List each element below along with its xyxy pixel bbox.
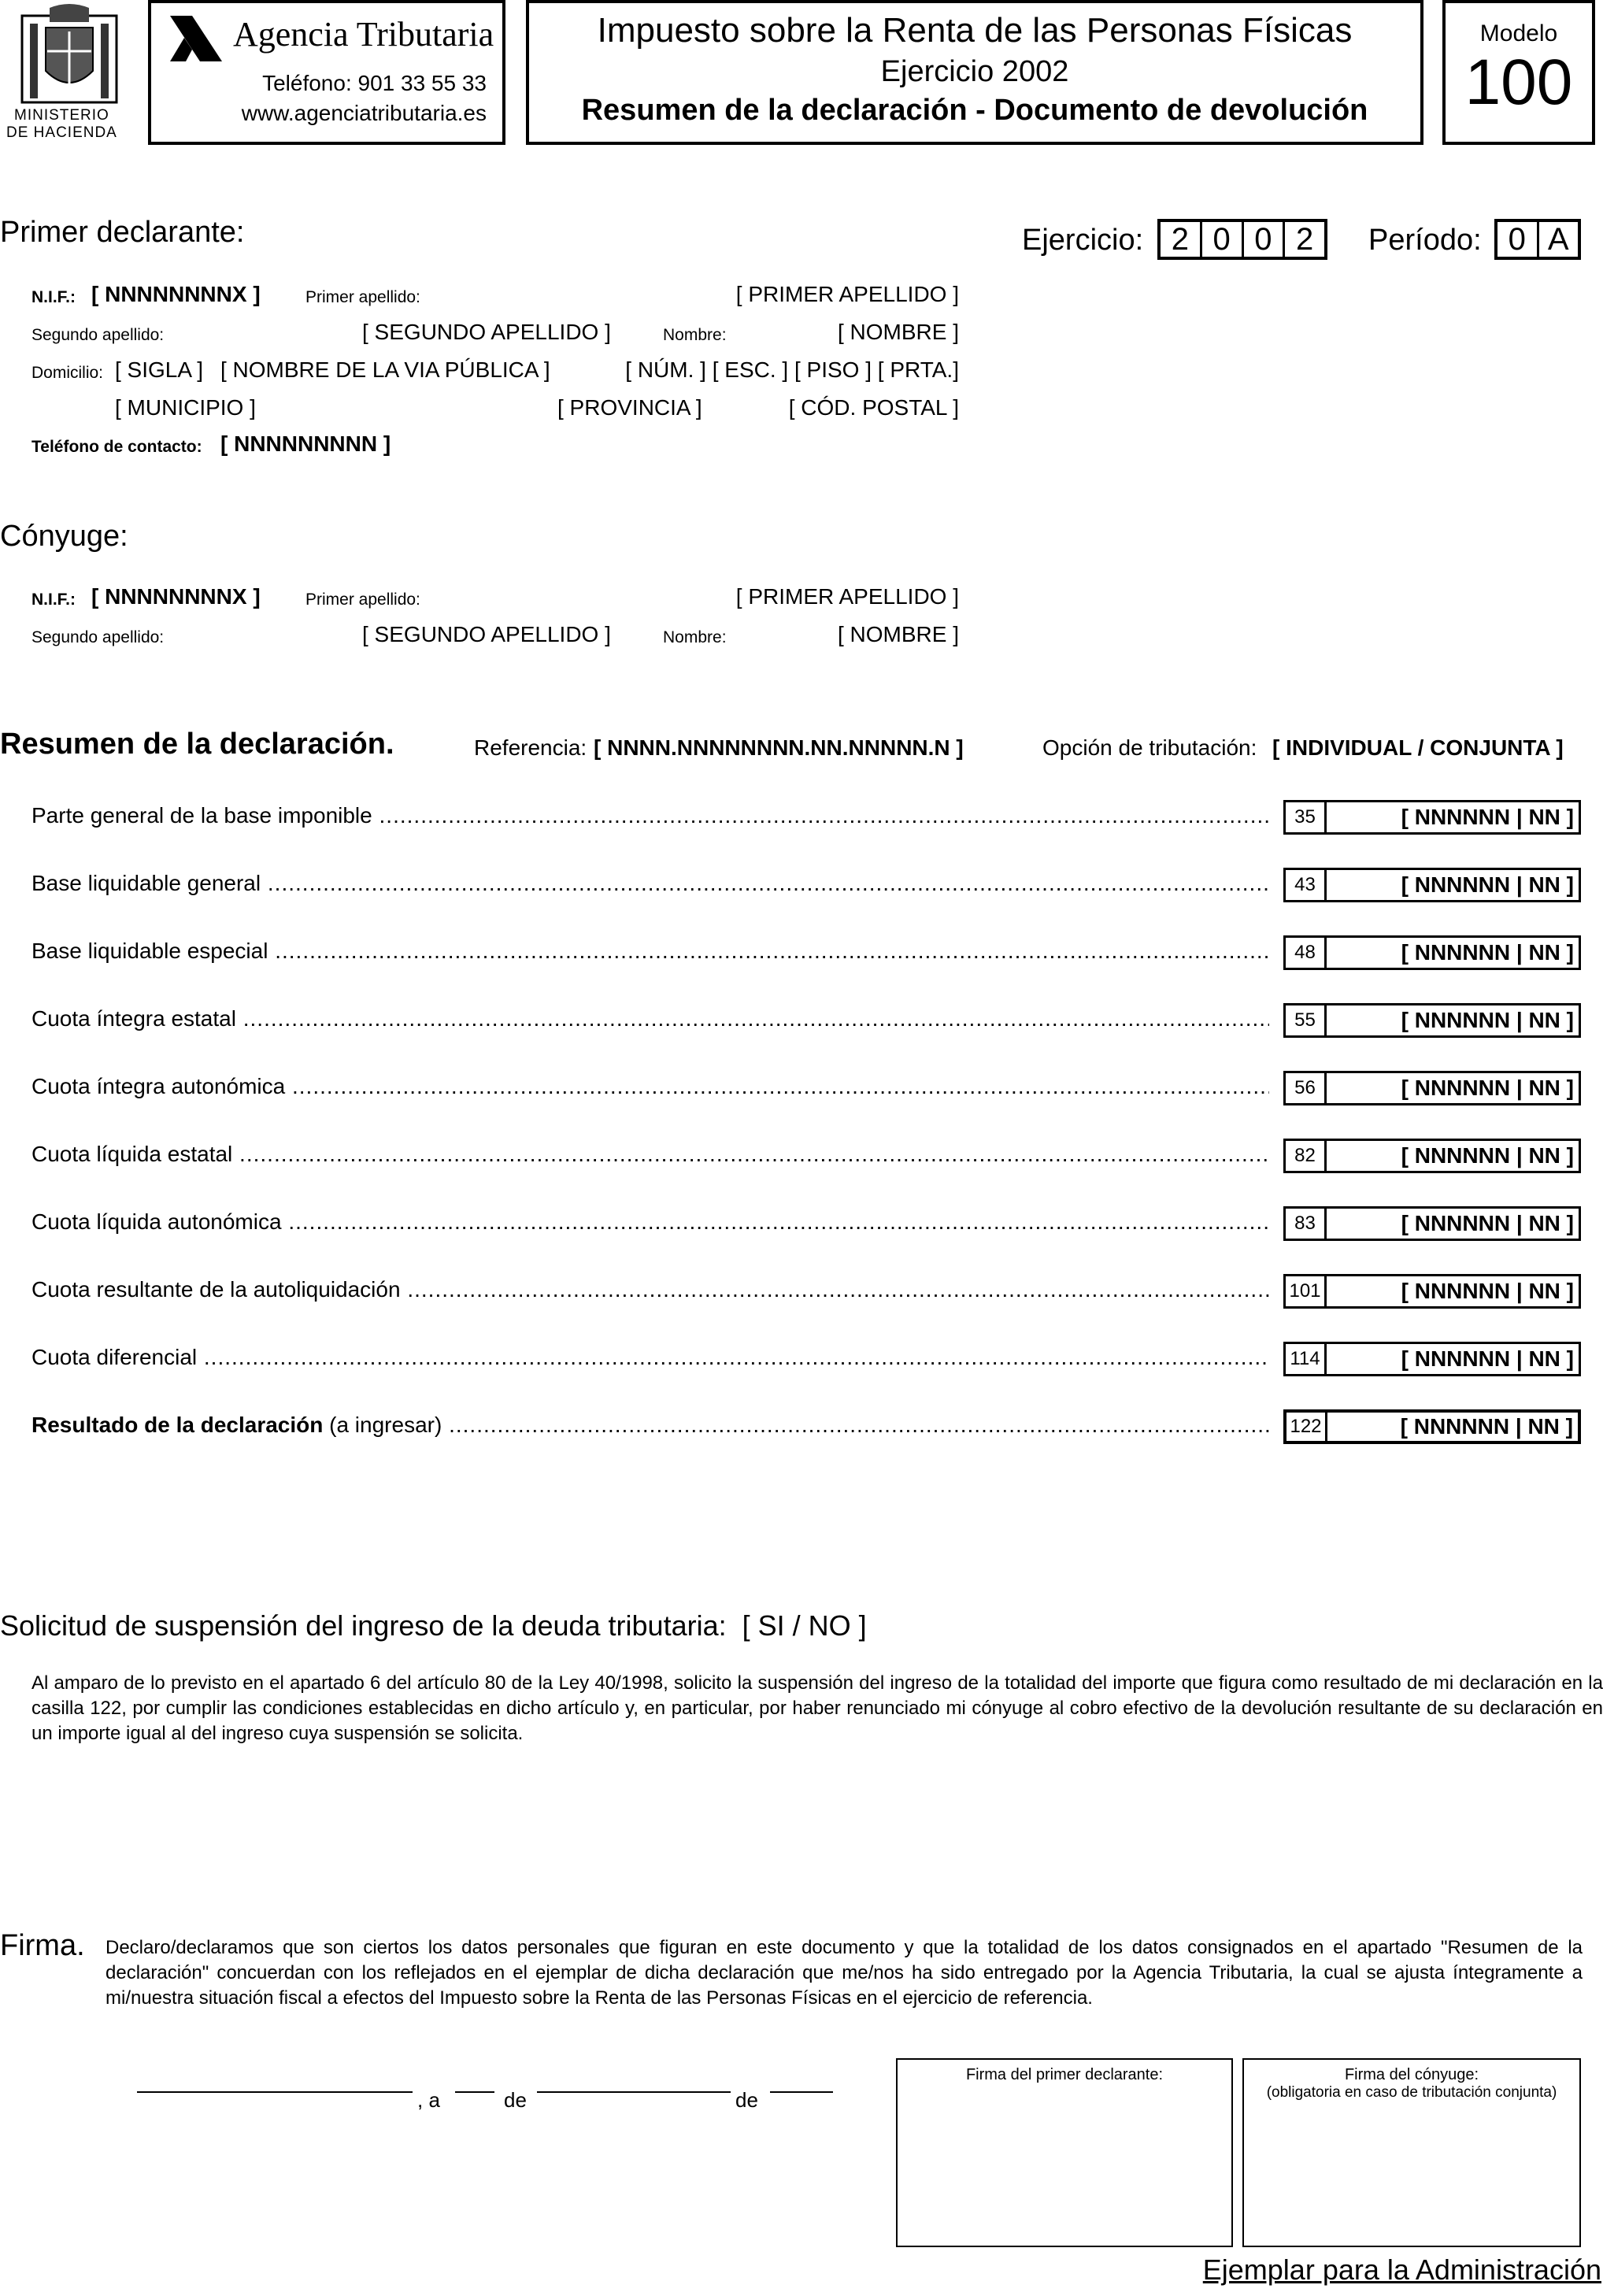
conyuge-apellido1-value: [ PRIMER APELLIDO ] [735,584,959,609]
referencia-value: [ NNNN.NNNNNNNN.NN.NNNNN.N ] [594,735,964,760]
casilla-82[interactable] [1283,1139,1581,1173]
provincia-value: [ PROVINCIA ] [557,395,702,420]
casilla-114[interactable] [1283,1342,1581,1376]
modelo-box [1442,0,1595,145]
primer-declarante-heading: Primer declarante: [0,216,245,249]
row-label: Cuota resultante de la autoliquidación ..... [31,1277,1269,1302]
casilla-43[interactable] [1283,868,1581,902]
row-label: Cuota líquida autonómica ..... [31,1209,1269,1235]
sigla-value: [ SIGLA ] [115,357,204,382]
ejercicio-field[interactable] [1157,219,1327,260]
apellido2-value: [ SEGUNDO APELLIDO ] [362,320,611,344]
via-value: [ NOMBRE DE LA VIA PÚBLICA ] [220,357,550,382]
signature-box-primer[interactable] [896,2058,1233,2247]
ministry-name-1: MINISTERIO [14,107,109,124]
agency-logo-icon [168,14,224,63]
casilla-55[interactable] [1283,1003,1581,1038]
opcion-label: Opción de tributación: [1042,735,1257,760]
agency-web[interactable]: www.agenciatributaria.es [241,101,487,125]
firma-text: Declaro/declaramos que son ciertos los datos personales que figuran en este documento y que la totalidad de los datos consignados en el apartado "Resumen de la declaración" concuerdan con los reflejados en el ejemplar de dicha declaración que me/nos ha sido entregado por la Agencia Tributaria, la cual se ajusta íntegramente a mi/nuestra situación fiscal a efectos del Impuesto sobre la Renta de las Personas Físicas en el ejercicio de referencia. [106,1937,1583,2009]
signature-box-conyuge-label: Firma del cónyuge: [1344,2066,1479,2083]
casilla-number: 82 [1286,1141,1327,1171]
modelo-number: 100 [1464,46,1573,118]
casilla-101[interactable] [1283,1274,1581,1309]
agency-box [148,0,505,145]
casilla-amount: [ NNNNNN | NN ] [1401,940,1574,965]
conyuge-apellido2-label: Segundo apellido: [31,628,165,646]
casilla-amount: [ NNNNNN | NN ] [1401,1076,1574,1100]
apellido2-label: Segundo apellido: [31,326,165,344]
month-line[interactable] [537,2091,731,2093]
modelo-label: Modelo [1479,20,1558,46]
signature-box-primer-label: Firma del primer declarante: [965,2066,1164,2083]
casilla-number: 114 [1286,1344,1327,1374]
apellido1-value: [ PRIMER APELLIDO ] [735,282,959,306]
casilla-number: 48 [1286,938,1327,968]
numero-value: [ NÚM. ] [ ESC. ] [ PISO ] [ PRTA.] [625,357,959,382]
opcion-value: [ INDIVIDUAL / CONJUNTA ] [1272,735,1564,760]
conyuge-nif-value: [ NNNNNNNNX ] [91,584,261,609]
page-subtitle: Ejercicio 2002 [880,55,1069,88]
firma-a: , a [417,2088,440,2112]
year-line[interactable] [770,2091,833,2093]
resultado-suffix: (a ingresar) [329,1413,442,1437]
day-line[interactable] [455,2091,494,2093]
nif-label: N.I.F.: [31,288,76,306]
casilla-amount: [ NNNNNN | NN ] [1401,1279,1574,1303]
municipio-value: [ MUNICIPIO ] [115,395,256,420]
periodo-field[interactable] [1494,219,1581,260]
apellido1-label: Primer apellido: [305,288,420,306]
casilla-amount: [ NNNNNN | NN ] [1401,872,1574,897]
resultado-label: Resultado de la declaración [31,1413,324,1437]
periodo-digit: A [1537,222,1579,257]
row-label: Cuota diferencial ..... [31,1345,1269,1370]
ministry-logo [6,0,132,142]
place-line[interactable] [137,2091,413,2093]
casilla-amount: [ NNNNNN | NN ] [1401,1143,1574,1168]
conyuge-apellido2-value: [ SEGUNDO APELLIDO ] [362,622,611,646]
ejercicio-digit: 2 [1283,222,1324,257]
casilla-amount: [ NNNNNN | NN ] [1401,1008,1574,1032]
telefono-value: [ NNNNNNNNN ] [220,431,391,456]
casilla-35[interactable] [1283,800,1581,835]
referencia-label: Referencia: [474,735,587,760]
ejercicio-digit: 0 [1242,222,1283,257]
row-label: Cuota líquida estatal ..... [31,1142,1269,1167]
telefono-label: Teléfono de contacto: [31,438,202,456]
casilla-83[interactable] [1283,1206,1581,1241]
ejercicio-digit: 0 [1200,222,1242,257]
resumen-heading: Resumen de la declaración. [0,728,394,761]
casilla-amount: [ NNNNNN | NN ] [1401,1211,1574,1235]
suspension-text: Al amparo de lo previsto en el apartado 6 del artículo 80 de la Ley 40/1998, solicito la suspensión del ingreso de la totalidad del importe que figura como resultado de mi declaración en la casilla 122, por cumplir las condiciones establecidas en dicho artículo y, en particular, por haber renunciado mi cónyuge al cobro efectivo de la devolución resultante de su declaración en un importe igual al del ingreso cuya suspensión se solicita. [31,1672,1603,1744]
domicilio-label: Domicilio: [31,364,104,382]
casilla-48[interactable] [1283,935,1581,970]
row-label: Cuota íntegra estatal ..... [31,1006,1269,1031]
nombre-label: Nombre: [663,326,727,344]
casilla-amount: [ NNNNNN | NN ] [1400,1414,1573,1439]
cp-value: [ CÓD. POSTAL ] [788,395,959,420]
conyuge-nombre-label: Nombre: [663,628,727,646]
title-box [526,0,1423,145]
nombre-value: [ NOMBRE ] [837,320,959,344]
suspension-value: [ SI / NO ] [742,1609,867,1642]
nif-value: [ NNNNNNNNX ] [91,282,261,306]
ministry-name-2: DE HACIENDA [6,124,117,141]
casilla-amount: [ NNNNNN | NN ] [1401,805,1574,829]
conyuge-nombre-value: [ NOMBRE ] [837,622,959,646]
row-label: Parte general de la base imponible ..... [31,803,1269,828]
casilla-122[interactable] [1283,1409,1581,1444]
signature-box-conyuge[interactable] [1242,2058,1581,2247]
firma-de2: de [735,2088,758,2112]
suspension-title: Solicitud de suspensión del ingreso de la deuda tributaria: [0,1609,727,1642]
casilla-56[interactable] [1283,1071,1581,1105]
row-label: Base liquidable especial ..... [31,939,1269,964]
ejercicio-digit: 2 [1171,221,1189,257]
agency-phone: Teléfono: 901 33 55 33 [262,71,487,95]
page-title: Impuesto sobre la Renta de las Personas Físicas [597,11,1353,50]
signature-box-conyuge-sub: (obligatoria en caso de tributación conjunta) [1266,2084,1557,2101]
footer-copy-label: Ejemplar para la Administración [1202,2253,1601,2286]
firma-de1: de [504,2088,527,2112]
casilla-number: 55 [1286,1005,1327,1035]
periodo-digit: 0 [1508,221,1526,257]
agency-name: Agencia Tributaria [233,15,494,54]
row-label: Cuota íntegra autonómica ..... [31,1074,1269,1099]
firma-heading: Firma. [0,1929,85,1962]
ejercicio-label: Ejercicio: [1022,224,1144,257]
casilla-number: 56 [1286,1073,1327,1103]
conyuge-nif-label: N.I.F.: [31,591,76,609]
conyuge-heading: Cónyuge: [0,520,128,553]
conyuge-apellido1-label: Primer apellido: [305,591,420,609]
casilla-number: 83 [1286,1209,1327,1239]
casilla-number: 122 [1286,1413,1327,1441]
casilla-number: 35 [1286,802,1327,832]
document-title: Resumen de la declaración - Documento de devolución [581,94,1368,127]
periodo-label: Período: [1368,224,1482,257]
row-label: Base liquidable general ..... [31,871,1269,896]
coat-of-arms-icon [6,0,132,110]
casilla-number: 43 [1286,870,1327,900]
resultado-row-label [31,1413,1269,1438]
suspension-heading [0,1609,867,1642]
casilla-number: 101 [1286,1276,1327,1306]
casilla-amount: [ NNNNNN | NN ] [1401,1346,1574,1371]
